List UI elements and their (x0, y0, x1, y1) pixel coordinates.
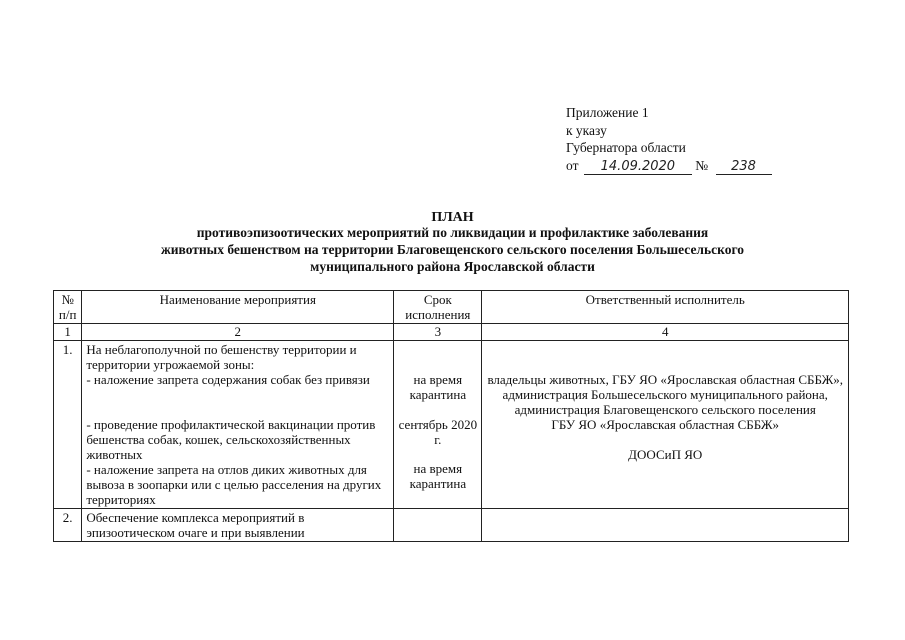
row-2-name: Обеспечение комплекса мероприятий в эпизоотическом очаге и при выявлении (82, 509, 394, 542)
header-resp: Ответственный исполнитель (482, 291, 849, 324)
plan-subtitle-line-3: муниципального района Ярославской области (310, 259, 595, 274)
row-1-item-1-resp: владельцы животных, ГБУ ЯО «Ярославская областная СББЖ», администрация Большесельского муниципального района, администрация Благовещенского сельского поселения (487, 372, 843, 417)
spacer (398, 357, 477, 372)
row-1-intro: На неблагополучной по бешенству территории и территории угрожаемой зоны: (86, 342, 357, 372)
row-1-item-3-name: - наложение запрета на отлов диких животных для вывоза в зоопарки или с целью расселения на других территориях (86, 462, 382, 507)
row-2-resp (482, 509, 849, 542)
spacer (486, 357, 844, 372)
col-number-2: 2 (82, 324, 394, 341)
spacer (486, 432, 844, 447)
plan-subtitle-line-2: животных бешенством на территории Благовещенского сельского поселения Большесельского (160, 242, 745, 257)
row-1-item-2-name: - проведение профилактической вакцинации против бешенства собак, кошек, сельскохозяйственных животных (86, 417, 376, 462)
plan-subtitle (0, 224, 905, 275)
table-row-2 (54, 509, 849, 542)
col-number-1: 1 (54, 324, 82, 341)
spacer (398, 447, 477, 461)
col-number-4: 4 (482, 324, 849, 341)
spacer (398, 342, 477, 357)
spacer (86, 402, 389, 417)
appendix-line-1: Приложение 1 (566, 105, 649, 120)
spacer (86, 387, 389, 402)
row-1-item-2-term: сентябрь 2020 г. (398, 417, 478, 447)
row-1-resp (482, 341, 849, 509)
column-number-row (54, 324, 849, 341)
appendix-line-3: Губернатора области (566, 140, 686, 155)
row-1-item-1-term: на время карантина (409, 372, 467, 402)
number-label: № (695, 157, 709, 173)
row-1-item-3-resp: ДООСиП ЯО (628, 447, 703, 462)
handwritten-date: 14.09.2020 (584, 160, 692, 175)
row-2-num: 2. (54, 509, 82, 542)
appendix-date-line (566, 157, 772, 175)
spacer (398, 402, 477, 417)
plan-heading: ПЛАН (431, 210, 474, 225)
row-1-name (82, 341, 394, 509)
row-2-term (394, 509, 482, 542)
table-row-1 (54, 341, 849, 509)
appendix-block (566, 104, 772, 175)
row-1-item-3-term: на время карантина (409, 461, 467, 491)
table-header-row (54, 291, 849, 324)
spacer (486, 342, 844, 357)
row-1-num: 1. (54, 341, 82, 509)
appendix-line-2: к указу (566, 122, 607, 138)
header-name: Наименование мероприятия (82, 291, 394, 324)
row-1-item-2-resp: ГБУ ЯО «Ярославская областная СББЖ» (551, 417, 780, 432)
row-1-item-1-name: - наложение запрета содержания собак без привязи (86, 372, 370, 387)
plan-table (53, 290, 849, 542)
row-1-term (394, 341, 482, 509)
header-num: № п/п (54, 291, 82, 324)
plan-subtitle-line-1: противоэпизоотических мероприятий по ликвидации и профилактике заболевания (196, 225, 709, 240)
from-label: от (566, 157, 579, 173)
header-term: Срок исполнения (394, 291, 482, 324)
col-number-3: 3 (394, 324, 482, 341)
handwritten-number: 238 (716, 160, 772, 175)
